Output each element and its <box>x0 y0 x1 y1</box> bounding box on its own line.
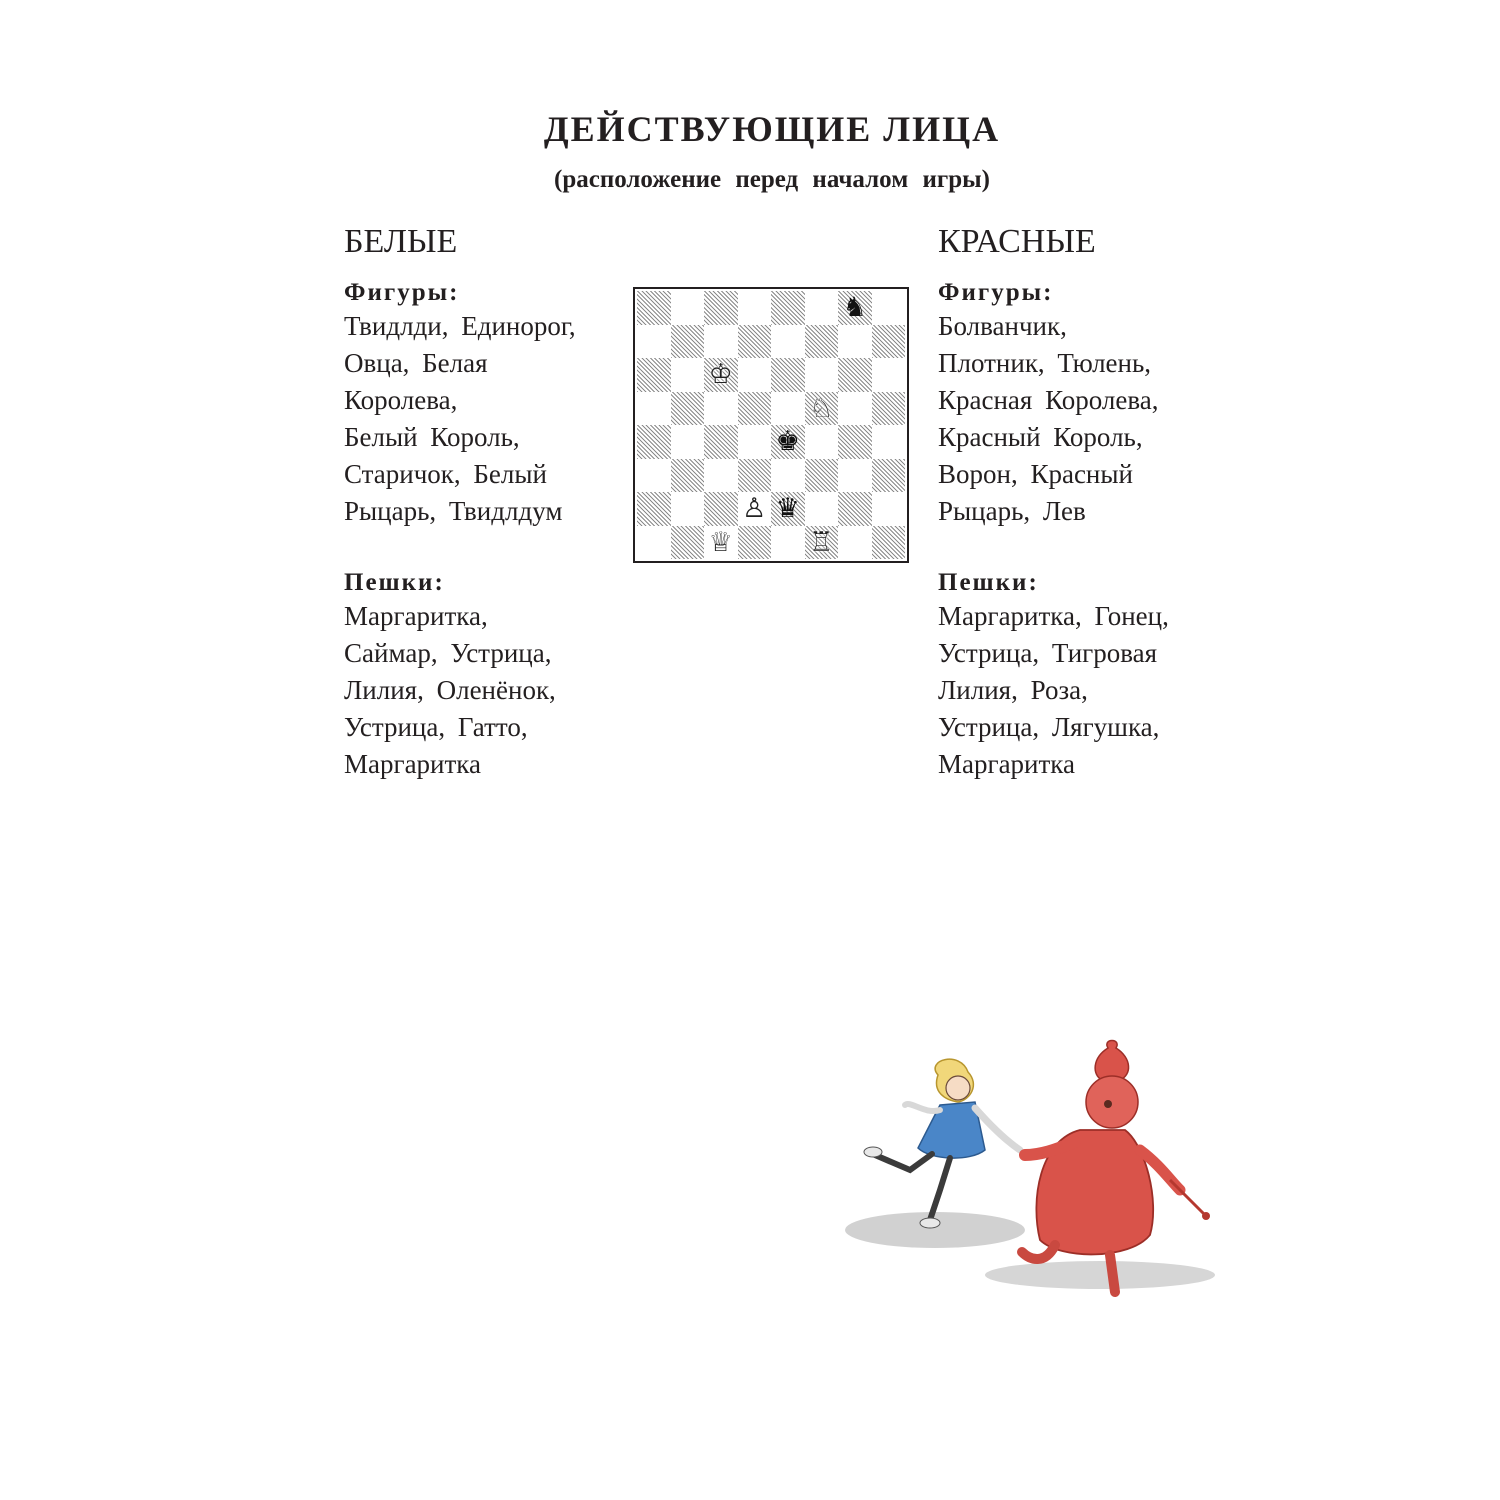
board-square-h4 <box>872 425 906 459</box>
red-pawns-line: Устрица, Лягушка, <box>938 712 1160 742</box>
red-column <box>938 222 1258 783</box>
board-square-b8 <box>671 291 705 325</box>
board-square-b2 <box>671 492 705 526</box>
board-square-d5 <box>738 392 772 426</box>
board-square-c3 <box>704 459 738 493</box>
red-figures-line: Плотник, Тюлень, <box>938 348 1152 378</box>
red-figures-line: Рыцарь, Лев <box>938 496 1086 526</box>
red-queen-figure <box>1022 1041 1210 1293</box>
board-square-a4 <box>637 425 671 459</box>
board-square-e1 <box>771 526 805 560</box>
white-pawns-list <box>344 598 644 783</box>
board-square-c5 <box>704 392 738 426</box>
board-square-a7 <box>637 325 671 359</box>
board-square-c7 <box>704 325 738 359</box>
board-square-c4 <box>704 425 738 459</box>
white-pawns-line: Устрица, Гатто, <box>344 712 528 742</box>
board-square-a8 <box>637 291 671 325</box>
board-square-h1 <box>872 526 906 560</box>
board-square-b5 <box>671 392 705 426</box>
chessboard <box>633 287 909 563</box>
board-square-f5 <box>805 392 839 426</box>
board-square-d2 <box>738 492 772 526</box>
board-square-h8 <box>872 291 906 325</box>
white-figures-line: Белый Король, <box>344 422 520 452</box>
white-pawns-line: Маргаритка, <box>344 601 488 631</box>
board-square-a3 <box>637 459 671 493</box>
board-square-e3 <box>771 459 805 493</box>
black-knight-piece: ♞ <box>842 292 867 324</box>
board-square-g8 <box>838 291 872 325</box>
board-square-f6 <box>805 358 839 392</box>
shadow <box>845 1212 1215 1289</box>
board-square-f4 <box>805 425 839 459</box>
red-pawns-line: Маргаритка, Гонец, <box>938 601 1169 631</box>
board-square-d4 <box>738 425 772 459</box>
board-square-c6 <box>704 358 738 392</box>
board-square-d7 <box>738 325 772 359</box>
board-square-a1 <box>637 526 671 560</box>
board-square-c2 <box>704 492 738 526</box>
red-pawns-line: Лилия, Роза, <box>938 675 1088 705</box>
white-pawns-line: Маргаритка <box>344 749 481 779</box>
white-figures-line: Овца, Белая <box>344 348 488 378</box>
board-square-g6 <box>838 358 872 392</box>
red-pawns-line: Маргаритка <box>938 749 1075 779</box>
red-figures-list <box>938 308 1258 530</box>
board-square-g2 <box>838 492 872 526</box>
board-square-e7 <box>771 325 805 359</box>
board-square-b1 <box>671 526 705 560</box>
alice-and-red-queen-illustration <box>840 1030 1220 1300</box>
white-rook-piece: ♖ <box>809 526 834 558</box>
page-title: ДЕЙСТВУЮЩИЕ ЛИЦА <box>543 109 1001 149</box>
board-square-b7 <box>671 325 705 359</box>
board-square-f7 <box>805 325 839 359</box>
white-side-title: БЕЛЫЕ <box>344 223 458 260</box>
white-pawn-piece: ♙ <box>742 493 767 525</box>
board-square-e4 <box>771 425 805 459</box>
board-square-d3 <box>738 459 772 493</box>
white-queen-piece: ♕ <box>708 526 733 558</box>
white-figures-line: Королева, <box>344 385 458 415</box>
board-square-b4 <box>671 425 705 459</box>
red-pawns-list <box>938 598 1258 783</box>
white-knight-piece: ♘ <box>809 392 834 424</box>
board-square-e5 <box>771 392 805 426</box>
board-square-f3 <box>805 459 839 493</box>
board-square-g7 <box>838 325 872 359</box>
board-square-e6 <box>771 358 805 392</box>
board-square-g5 <box>838 392 872 426</box>
alice-figure <box>864 1059 1020 1228</box>
board-square-d1 <box>738 526 772 560</box>
board-square-a5 <box>637 392 671 426</box>
board-square-b3 <box>671 459 705 493</box>
board-square-h7 <box>872 325 906 359</box>
white-figures-line: Старичок, Белый <box>344 459 547 489</box>
board-square-h5 <box>872 392 906 426</box>
board-square-a2 <box>637 492 671 526</box>
white-figures-label: Фигуры: <box>344 279 460 306</box>
white-pawns-label: Пешки: <box>344 569 445 596</box>
chessboard-grid <box>637 291 905 559</box>
board-square-g4 <box>838 425 872 459</box>
white-column <box>344 222 644 783</box>
board-square-e8 <box>771 291 805 325</box>
board-square-d8 <box>738 291 772 325</box>
board-square-h6 <box>872 358 906 392</box>
red-figures-line: Болванчик, <box>938 311 1067 341</box>
white-pawns-line: Лилия, Оленёнок, <box>344 675 556 705</box>
red-pawns-label: Пешки: <box>938 569 1039 596</box>
black-queen-piece: ♛ <box>775 493 800 525</box>
red-pawns-line: Устрица, Тигровая <box>938 638 1158 668</box>
red-side-title: КРАСНЫЕ <box>938 223 1096 260</box>
white-figures-line: Твидлди, Единорог, <box>344 311 576 341</box>
black-king-piece: ♚ <box>775 426 800 458</box>
board-square-h3 <box>872 459 906 493</box>
board-square-a6 <box>637 358 671 392</box>
white-figures-list <box>344 308 644 530</box>
board-square-f1 <box>805 526 839 560</box>
red-figures-line: Красный Король, <box>938 422 1143 452</box>
page-subtitle: (расположение перед началом игры) <box>554 166 990 193</box>
board-square-d6 <box>738 358 772 392</box>
board-square-e2 <box>771 492 805 526</box>
red-figures-label: Фигуры: <box>938 279 1054 306</box>
board-square-g1 <box>838 526 872 560</box>
board-square-c8 <box>704 291 738 325</box>
board-square-g3 <box>838 459 872 493</box>
white-king-piece: ♔ <box>708 359 733 391</box>
board-square-f2 <box>805 492 839 526</box>
board-square-f8 <box>805 291 839 325</box>
board-square-c1 <box>704 526 738 560</box>
red-figures-line: Ворон, Красный <box>938 459 1133 489</box>
red-figures-line: Красная Королева, <box>938 385 1159 415</box>
white-pawns-line: Саймар, Устрица, <box>344 638 552 668</box>
board-square-b6 <box>671 358 705 392</box>
board-square-h2 <box>872 492 906 526</box>
white-figures-line: Рыцарь, Твидлдум <box>344 496 563 526</box>
